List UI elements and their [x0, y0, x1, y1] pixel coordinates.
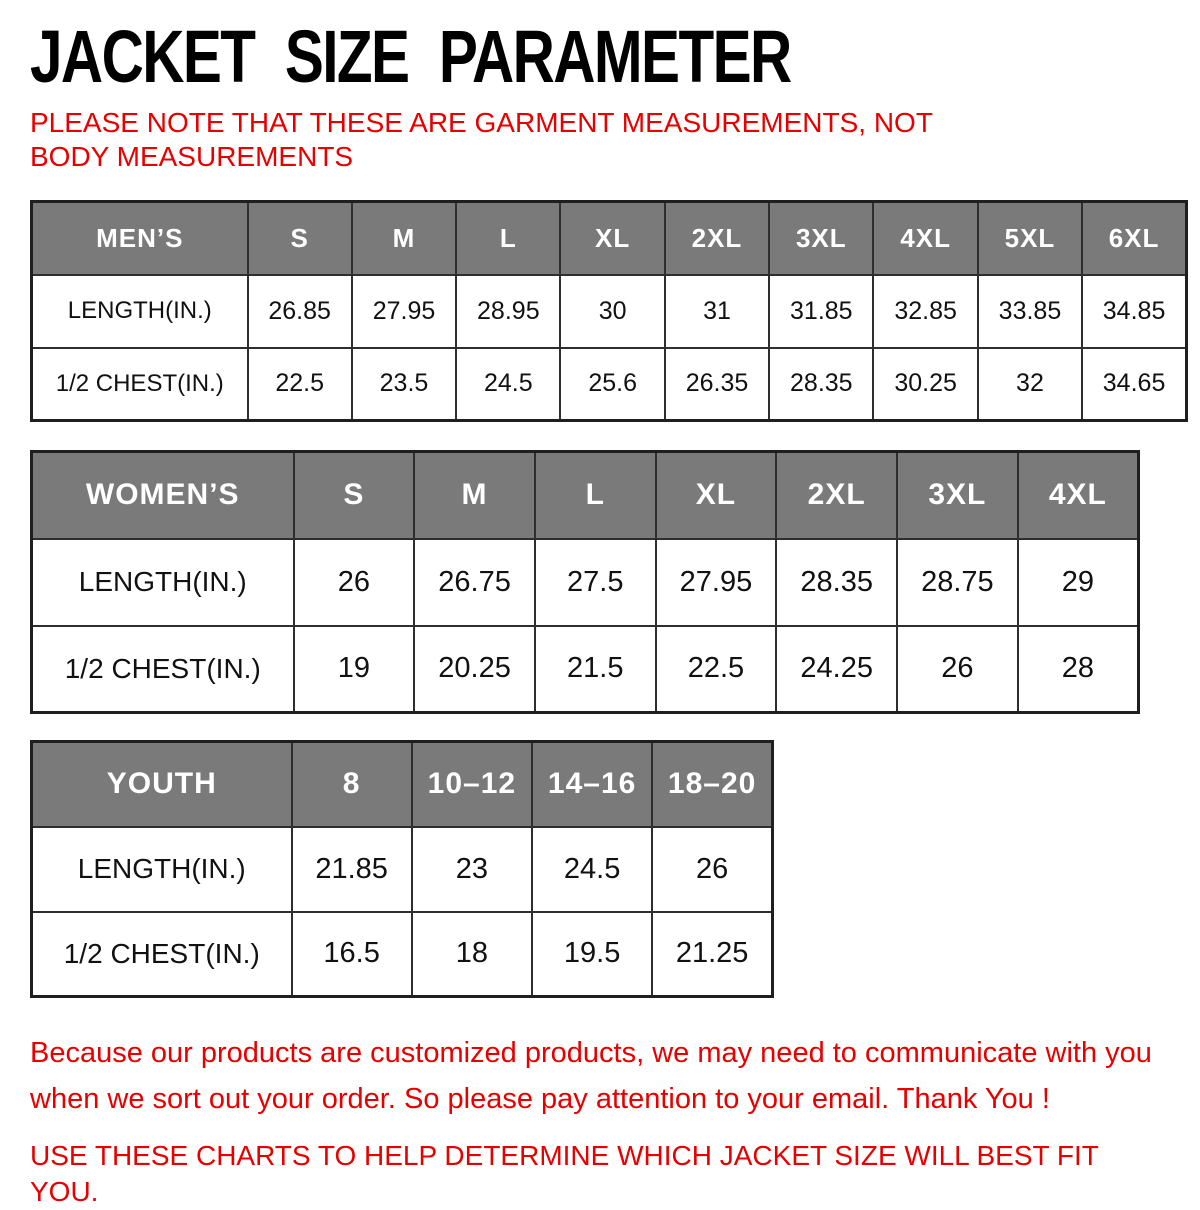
table-cell: 34.85 [1082, 275, 1186, 348]
table-cell: 28.35 [769, 348, 873, 421]
youth-size-table [30, 740, 774, 998]
row-label: LENGTH(IN.) [32, 827, 292, 912]
table-cell: 29 [1018, 539, 1139, 626]
table-cell: 30 [560, 275, 664, 348]
mens-size-table [30, 200, 1188, 422]
row-label: 1/2 CHEST(IN.) [32, 912, 292, 997]
womens-size-header-m: M [414, 452, 535, 539]
mens-size-header-s: S [248, 202, 352, 275]
table-cell: 30.25 [873, 348, 977, 421]
table-cell: 19.5 [532, 912, 652, 997]
customization-notice: Because our products are customized products, we may need to communicate with you when we sort out your order. So please pay attention to your email. Thank You ! [30, 1037, 1152, 1115]
mens-size-header-6xl: 6XL [1082, 202, 1186, 275]
fit-advice: USE THESE CHARTS TO HELP DETERMINE WHICH JACKET SIZE WILL BEST FIT YOU. [30, 1140, 1099, 1207]
table-cell: 21.85 [292, 827, 412, 912]
mens-chest-row [32, 348, 1187, 421]
table-cell: 16.5 [292, 912, 412, 997]
womens-size-header-xl: XL [656, 452, 777, 539]
mens-table-title: MEN’S [32, 202, 248, 275]
table-cell: 22.5 [248, 348, 352, 421]
table-cell: 28.95 [456, 275, 560, 348]
table-cell: 33.85 [978, 275, 1082, 348]
table-cell: 34.65 [1082, 348, 1186, 421]
womens-size-header-l: L [535, 452, 656, 539]
table-cell: 28.35 [776, 539, 897, 626]
table-cell: 32 [978, 348, 1082, 421]
table-cell: 27.95 [352, 275, 456, 348]
table-cell: 28 [1018, 626, 1139, 713]
womens-size-header-2xl: 2XL [776, 452, 897, 539]
mens-size-header-2xl: 2XL [665, 202, 769, 275]
womens-size-header-s: S [294, 452, 415, 539]
mens-size-header-4xl: 4XL [873, 202, 977, 275]
mens-header-row [32, 202, 1187, 275]
table-cell: 18 [412, 912, 532, 997]
womens-chest-row [32, 626, 1139, 713]
table-cell: 31 [665, 275, 769, 348]
table-cell: 26.75 [414, 539, 535, 626]
table-cell: 32.85 [873, 275, 977, 348]
table-cell: 20.25 [414, 626, 535, 713]
table-cell: 19 [294, 626, 415, 713]
table-cell: 21.25 [652, 912, 772, 997]
youth-length-row [32, 827, 773, 912]
table-cell: 27.5 [535, 539, 656, 626]
table-cell: 28.75 [897, 539, 1018, 626]
womens-table-title: WOMEN’S [32, 452, 294, 539]
row-label: LENGTH(IN.) [32, 539, 294, 626]
youth-header-row [32, 742, 773, 827]
mens-size-header-3xl: 3XL [769, 202, 873, 275]
page-title-text: JACKET SIZE PARAMETER [30, 15, 791, 98]
table-cell: 26 [294, 539, 415, 626]
womens-size-header-3xl: 3XL [897, 452, 1018, 539]
mens-size-header-xl: XL [560, 202, 664, 275]
mens-size-header-5xl: 5XL [978, 202, 1082, 275]
womens-length-row [32, 539, 1139, 626]
table-cell: 23 [412, 827, 532, 912]
youth-size-header-18-20: 18–20 [652, 742, 772, 827]
youth-size-header-8: 8 [292, 742, 412, 827]
row-label: LENGTH(IN.) [32, 275, 248, 348]
page-title [30, 15, 1170, 98]
womens-size-table [30, 450, 1140, 714]
youth-table-title: YOUTH [32, 742, 292, 827]
table-cell: 24.5 [456, 348, 560, 421]
womens-size-header-4xl: 4XL [1018, 452, 1139, 539]
garment-measurement-note: PLEASE NOTE THAT THESE ARE GARMENT MEASUREMENTS, NOT BODY MEASUREMENTS [30, 107, 933, 172]
table-cell: 23.5 [352, 348, 456, 421]
mens-length-row [32, 275, 1187, 348]
youth-size-header-10-12: 10–12 [412, 742, 532, 827]
mens-size-header-m: M [352, 202, 456, 275]
table-cell: 25.6 [560, 348, 664, 421]
mens-size-header-l: L [456, 202, 560, 275]
table-cell: 24.5 [532, 827, 652, 912]
table-cell: 26.85 [248, 275, 352, 348]
table-cell: 26 [652, 827, 772, 912]
table-cell: 22.5 [656, 626, 777, 713]
table-cell: 26 [897, 626, 1018, 713]
table-cell: 26.35 [665, 348, 769, 421]
table-cell: 24.25 [776, 626, 897, 713]
table-cell: 21.5 [535, 626, 656, 713]
womens-header-row [32, 452, 1139, 539]
youth-chest-row [32, 912, 773, 997]
table-cell: 31.85 [769, 275, 873, 348]
table-cell: 27.95 [656, 539, 777, 626]
row-label: 1/2 CHEST(IN.) [32, 348, 248, 421]
row-label: 1/2 CHEST(IN.) [32, 626, 294, 713]
youth-size-header-14-16: 14–16 [532, 742, 652, 827]
